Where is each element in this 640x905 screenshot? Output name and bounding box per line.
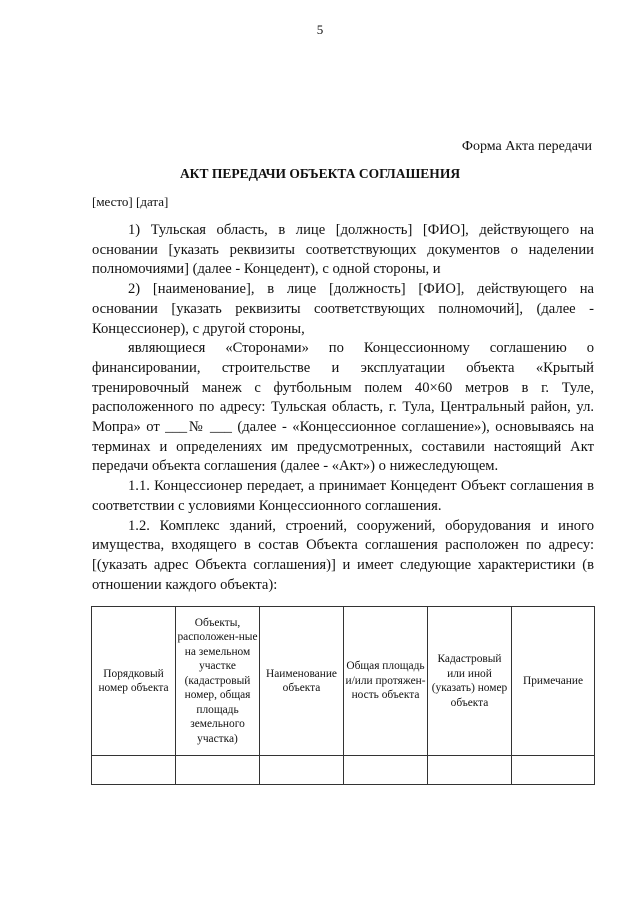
table-row — [92, 756, 595, 785]
table-cell — [260, 756, 344, 785]
document-body — [92, 221, 594, 595]
table-cell — [428, 756, 512, 785]
paragraph-party-2: 2) [наименование], в лице [должность] [ФИО], действующего на основании [указать реквизиты соответствующих полномочий], (далее - Концессионер), с другой стороны, — [92, 281, 594, 337]
header-cadastral-number: Кадастровый или иной (указать) номер объекта — [428, 607, 512, 756]
table-cell — [512, 756, 595, 785]
objects-table — [91, 606, 595, 785]
table-header-row — [92, 607, 595, 756]
header-serial-number: Порядковый номер объекта — [92, 607, 176, 756]
document-title: АКТ ПЕРЕДАЧИ ОБЪЕКТА СОГЛАШЕНИЯ — [179, 166, 461, 181]
paragraph-parties-preamble: являющиеся «Сторонами» по Концессионному соглашению о финансировании, строительстве и эксплуатации объекта «Крытый тренировочный манеж с футбольным полем 40×60 метров в г. Туле, расположенного по адресу: Тульская область, г. Тула, Центральный район, ул. Мопра» от ___№ ___ (далее - «Концессионное соглашение»), основываясь на терминах и определениях им предусмотренных, составили настоящий Акт передачи объекта соглашения (далее - «Акт») о нижеследующем. — [92, 340, 594, 475]
header-object-name: Наименование объекта — [260, 607, 344, 756]
header-area-length: Общая площадь и/или протяжен-ность объекта — [344, 607, 428, 756]
page-number: 5 — [316, 22, 324, 37]
form-label: Форма Акта передачи — [461, 139, 592, 154]
header-land-objects: Объекты, расположен-ные на земельном участке (кадастровый номер, общая площадь земельного участка) — [176, 607, 260, 756]
table-cell — [176, 756, 260, 785]
header-note: Примечание — [512, 607, 595, 756]
paragraph-clause-1-2: 1.2. Комплекс зданий, строений, сооружений, оборудования и иного имущества, входящего в состав Объекта соглашения расположен по адресу: [(указать адрес Объекта соглашения)] и имеет следующие характеристики (в отношении каждого объекта): — [92, 517, 594, 593]
table-cell — [92, 756, 176, 785]
place-date-line: [место] [дата] — [92, 194, 169, 209]
paragraph-clause-1-1: 1.1. Концессионер передает, а принимает Концедент Объект соглашения в соответствии с условиями Концессионного соглашения. — [92, 478, 594, 514]
paragraph-party-1: 1) Тульская область, в лице [должность] [ФИО], действующего на основании [указать реквизиты соответствующих документов о наделении полномочиями] (далее - Концедент), с одной стороны, и — [92, 222, 594, 278]
table-cell — [344, 756, 428, 785]
